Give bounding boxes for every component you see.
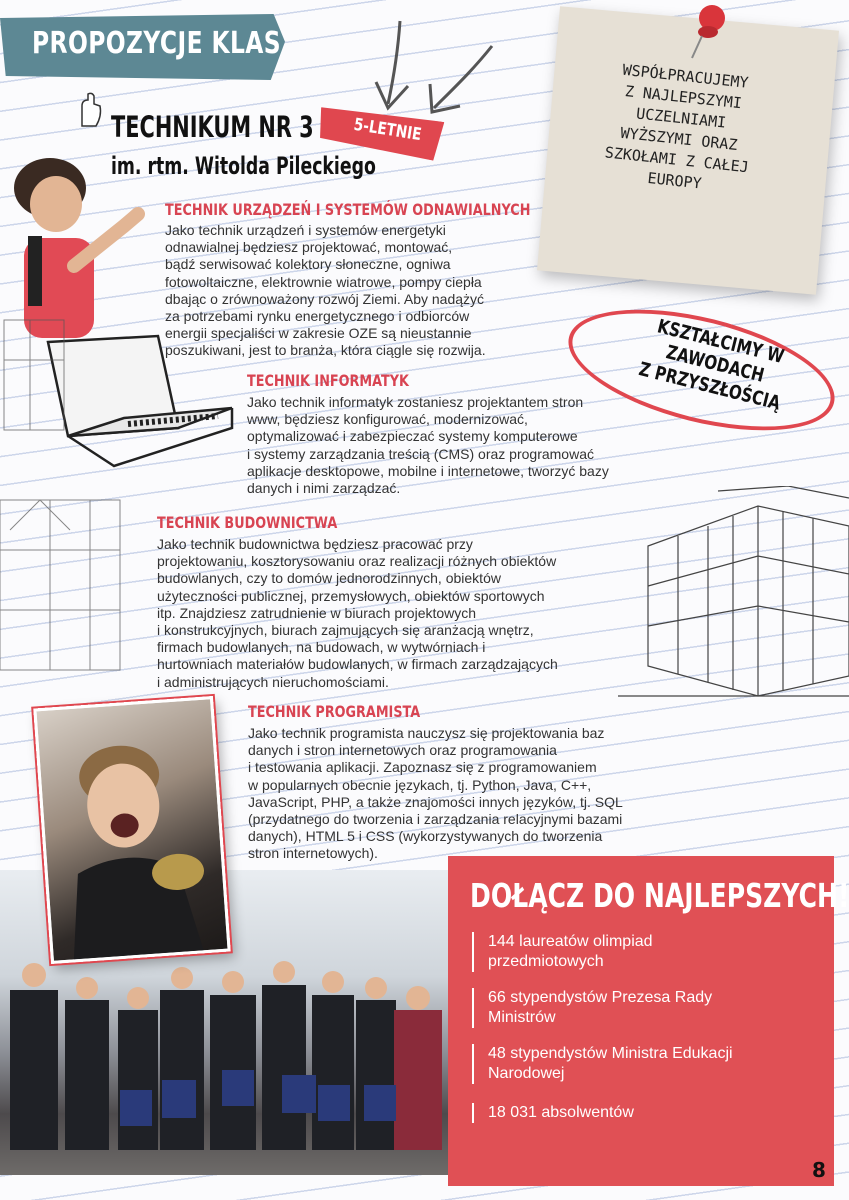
section-title-oze: TECHNIK URZĄDZEŃ I SYSTEMÓW ODNAWIALNYCH bbox=[165, 200, 531, 219]
stat-item: 144 laureatów olimpiad przedmiotowych bbox=[472, 932, 808, 972]
arrows-icon bbox=[372, 16, 502, 114]
banner-title: PROPOZYCJE KLAS bbox=[32, 26, 282, 61]
award-winner-figure bbox=[36, 699, 227, 961]
achievements-title: DOŁĄCZ DO NAJLEPSZYCH! bbox=[470, 876, 849, 915]
section-title-programista: TECHNIK PROGRAMISTA bbox=[248, 702, 421, 721]
section-title-informatyk: TECHNIK INFORMATYK bbox=[247, 371, 409, 390]
section-body-programista: Jako technik programista nauczysz się projektowania baz danych i stron internetowych oraz programowania i testowania aplikacji. Zapoznasz się z programowaniem w popularnych obecnie językach, tj. Python, Java, C++, JavaScript, PHP, a także znajomości innych języków, tj. SQL (przydatnego do tworzenia i zarządzania relacyjnymi bazami danych), HTML 5 i CSS (wykorzystywanych do tworzenia stron internetowych). bbox=[248, 725, 623, 862]
section-body-budownictwo: Jako technik budownictwa będziesz pracować przy projektowaniu, kosztorysowaniu oraz realizacji różnych obiektów budowlanych, czy to domów jednorodzinnych, obiektów użyteczności publicznej, przemysłowych, obiektów sportowych itp. Znajdziesz zatrudnienie w biurach projektowych i konstrukcyjnych, biurach zajmujących się aranżacją wnętrz, firmach budowlanych, na budowach, w wytwórniach i hurtowniach materiałów budowlanych, w firmach zarządzających i administrujących nieruchomościami. bbox=[157, 536, 558, 690]
pushpin-icon bbox=[680, 2, 730, 62]
stamp-text: KSZTAŁCIMY W ZAWODACH Z PRZYSZŁOŚCIĄ bbox=[636, 315, 787, 415]
duration-tag-label: 5-LETNIE bbox=[352, 114, 423, 146]
school-subtitle: im. rtm. Witolda Pileckiego bbox=[111, 152, 376, 180]
section-body-oze: Jako technik urządzeń i systemów energetyki odnawialnej będziesz projektować, montować, bądź serwisować kolektory słoneczne, ogniwa fotowoltaiczne, elektrownie wiatrowe, pompy ciepła dbając o zrównoważony rozwój Ziemi. Aby nadążyć za potrzebami rynku energetycznego i odbiorców energii specjaliści w zakresie OZE są nieustannie poszukiwani, jest to branża, która ciągle się rozwija. bbox=[165, 222, 486, 359]
award-winner-photo bbox=[33, 696, 230, 964]
building-sketch bbox=[618, 486, 849, 708]
stat-item: 66 stypendystów Prezesa Rady Ministrów bbox=[472, 988, 808, 1028]
section-body-informatyk: Jako technik informatyk zostaniesz projektantem stron www, będziesz konfigurować, modernizować, optymalizować i zabezpieczać systemy komputerowe i systemy zarządzania treścią (CMS) oraz programować aplikacje desktopowe, mobilne i internetowe, tworzyć bazy danych i nimi zarządzać. bbox=[247, 394, 609, 497]
pointing-hand-icon bbox=[74, 92, 104, 128]
page-number: 8 bbox=[812, 1158, 826, 1182]
stat-item: 48 stypendystów Ministra Edukacji Narodowej bbox=[472, 1044, 808, 1084]
blueprint-sketch bbox=[0, 300, 150, 700]
section-title-budownictwo: TECHNIK BUDOWNICTWA bbox=[157, 513, 338, 532]
school-title: TECHNIKUM NR 3 bbox=[111, 110, 314, 144]
stat-item: 18 031 absolwentów bbox=[472, 1103, 808, 1123]
sticky-note-text: WSPÓŁPRACUJEMY Z NAJLEPSZYMI UCZELNIAMI WYŻSZYMI ORAZ SZKOŁAMI Z CAŁEJ EUROPY bbox=[603, 60, 750, 193]
